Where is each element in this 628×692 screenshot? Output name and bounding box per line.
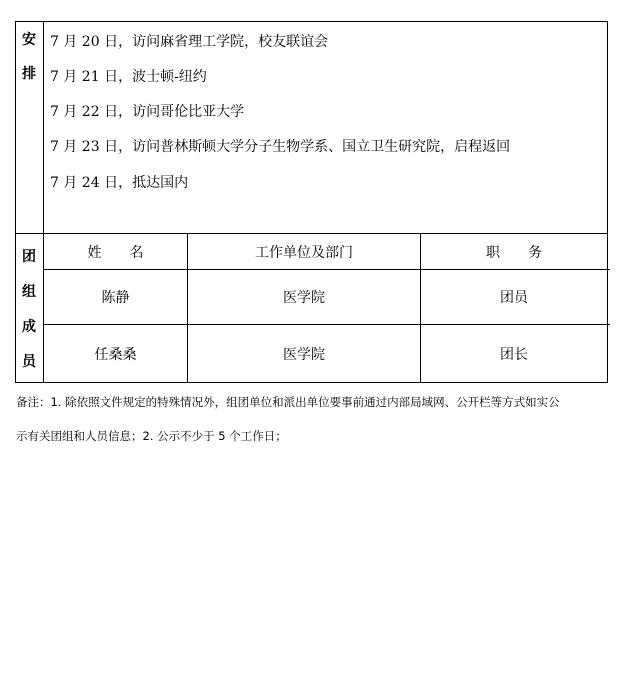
member-unit: 医学院 (283, 346, 325, 363)
schedule-item: 7 月 24 日，抵达国内 (50, 175, 189, 191)
schedule-label-char: 安 (22, 32, 36, 48)
schedule-item: 7 月 23 日，访问普林斯顿大学分子生物学系、国立卫生研究院，启程返回 (50, 139, 511, 155)
member-position: 团员 (500, 290, 528, 306)
table-bottom-border (15, 382, 608, 383)
table-left-border (15, 21, 16, 383)
note-line-2: 示有关团组和人员信息；2. 公示不少于 5 个工作日； (16, 429, 287, 443)
members-side-label (17, 240, 41, 380)
table-top-border (15, 21, 608, 22)
members-label-char: 员 (22, 354, 36, 370)
member-name: 任桑桑 (94, 346, 137, 363)
members-label-char: 组 (22, 284, 36, 300)
member-name: 陈静 (101, 290, 130, 306)
members-label-char: 团 (22, 249, 36, 265)
schedule-item: 7 月 22 日，访问哥伦比亚大学 (50, 104, 245, 120)
member-unit: 医学院 (283, 290, 325, 306)
header-unit: 工作单位及部门 (255, 244, 353, 261)
table-right-border (607, 21, 608, 383)
member-position: 团长 (500, 346, 528, 363)
schedule-item: 7 月 21 日，波士顿-纽约 (50, 69, 207, 85)
header-position: 职 务 (486, 244, 542, 261)
members-label-char: 成 (22, 319, 36, 335)
schedule-side-label (17, 23, 41, 91)
note-line-1: 备注：1. 除依照文件规定的特殊情况外，组团单位和派出单位要事前通过内部局域网、公开栏等方式如实公 (16, 395, 560, 409)
header-name: 姓 名 (87, 244, 144, 261)
schedule-item: 7 月 20 日，访问麻省理工学院，校友联谊会 (50, 34, 329, 50)
schedule-label-char: 排 (22, 66, 36, 82)
